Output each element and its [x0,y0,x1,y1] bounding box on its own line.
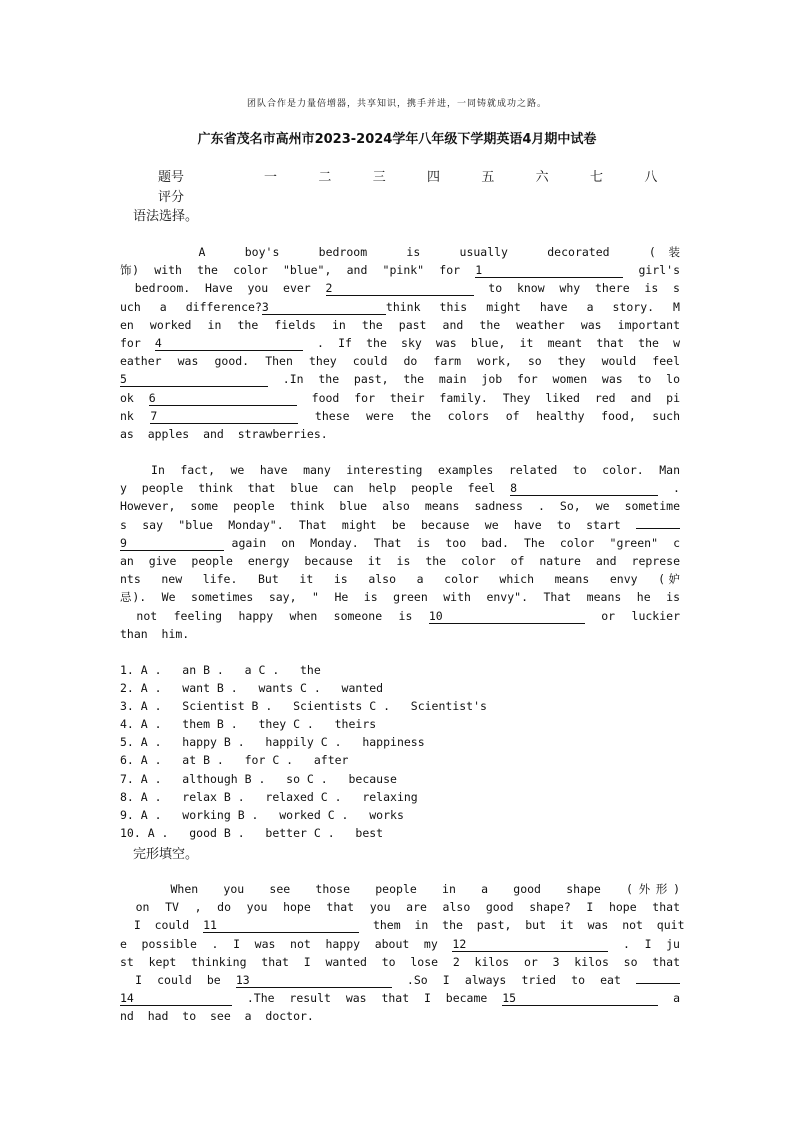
passage-cloze-para1 [120,880,685,1026]
answer-blank: 3 [262,300,386,315]
answer-blank: 6 [149,391,297,406]
passage-line: I could 11 them in the past, but it was not quit [120,918,685,933]
answer-blank: 11 [203,918,359,933]
passage-line: 14 .The result was that I became 15 a [120,991,680,1006]
score-table-header: 八 [644,169,658,185]
answer-blank: 8 [510,481,658,496]
section-heading-cloze: 完形填空。 [133,847,199,862]
passage-line: eather was good. Then they could do farm work, so they would feel [120,354,680,369]
section-heading-grammar: 语法选择。 [133,209,199,224]
passage-grammar-para1 [120,243,680,443]
answer-blank: 7 [150,409,298,424]
answer-blank: 9 [120,536,224,551]
passage-line: on TV , do you hope that you are also good shape? I hope that [120,900,680,915]
passage-line: nk 7 these were the colors of healthy food, such [120,408,680,423]
option-line: 9. A . working B . worked C . works [120,807,404,822]
score-table-header: 二 [318,169,332,185]
passage-line: When you see those people in a good shape (外形) [120,882,680,896]
passage-line: uch a difference?3 think this might have a story. M [120,299,680,314]
score-table-header: 六 [535,169,549,185]
passage-line: nd had to see a doctor. [120,1009,314,1024]
passage-line: In fact, we have many interesting examples related to color. Man [120,463,680,477]
score-table-header: 五 [481,169,495,185]
option-line: 5. A . happy B . happily C . happiness [120,735,425,750]
answer-blank: 15 [502,991,658,1006]
answer-blank: 10 [429,609,585,624]
score-table-header-row [158,165,678,185]
passage-line: for 4 . If the sky was blue, it meant that the w [120,335,681,350]
passage-line: en worked in the fields in the past and the weather was important [120,317,680,332]
passage-line: However, some people think blue also means sadness . So, we sometime [120,499,680,514]
option-line: 4. A . them B . they C . theirs [120,717,377,732]
score-table-header: 四 [427,169,441,185]
passage-line: 9 again on Monday. That is too bad. The color "green" c [120,535,680,550]
score-table-score-row [158,185,678,205]
option-line: 10. A . good B . better C . best [120,825,384,840]
passage-line: ok 6 food for their family. They liked red and pi [120,390,681,405]
option-line: 1. A . an B . a C . the [120,663,321,677]
passage-line: 饰) with the color "blue", and "pink" for 1 girl's [120,263,680,278]
passage-line: e possible . I was not happy about my 12 . I ju [120,936,680,951]
passage-line: bedroom. Have you ever 2 to know why there is s [120,281,680,296]
answer-blank: 13 [236,973,392,988]
passage-line: 忌). We sometimes say, " He is green with envy". That means he is [120,590,680,605]
score-table-row2-label: 评分 [158,189,185,205]
passage-line: an give people energy because it is the color of nature and represe [120,553,680,568]
score-table-header: 三 [372,169,386,185]
option-line: 6. A . at B . for C . after [120,753,349,768]
passage-line: than him. [120,626,190,641]
options-list [120,661,487,842]
score-table-header: 七 [590,169,604,185]
passage-line: not feeling happy when someone is 10 or luckier [120,608,680,623]
passage-line: A boy's bedroom is usually decorated (装 [120,245,680,259]
option-line: 3. A . Scientist B . Scientists C . Scientist's [120,699,487,714]
answer-blank: 1 [475,263,623,278]
score-table-row1-label: 题号 [158,169,185,185]
answer-blank: 14 [120,991,232,1006]
passage-grammar-para2 [120,461,680,643]
answer-blank [636,528,680,529]
passage-line: as apples and strawberries. [120,426,328,441]
passage-line: 5 .In the past, the main job for women was to lo [120,372,680,387]
passage-line: y people think that blue can help people feel 8 . [120,481,680,496]
answer-blank: 2 [326,281,474,296]
score-table [158,165,678,205]
score-table-header: 一 [264,169,278,185]
passage-line: nts new life. But it is also a color which means envy (妒 [120,572,680,587]
answer-blank: 12 [452,937,608,952]
option-line: 7. A . although B . so C . because [120,771,397,786]
page-title: 广东省茂名市高州市2023-2024学年八年级下学期英语4月期中试卷 [197,132,597,147]
passage-line: s say "blue Monday". That might be because we have to start [120,516,680,534]
answer-blank: 5 [120,372,268,387]
passage-line: st kept thinking that I wanted to lose 2 kilos or 3 kilos so that [120,954,680,969]
answer-blank: 4 [155,336,303,351]
option-line: 2. A . want B . wants C . wanted [120,681,384,696]
motto: 团队合作是力量倍增器，共享知识，携手并进，一同铸就成功之路。 [246,99,547,109]
passage-line: I could be 13 .So I always tried to eat [120,971,680,989]
answer-blank [636,983,680,984]
option-line: 8. A . relax B . relaxed C . relaxing [120,789,418,804]
